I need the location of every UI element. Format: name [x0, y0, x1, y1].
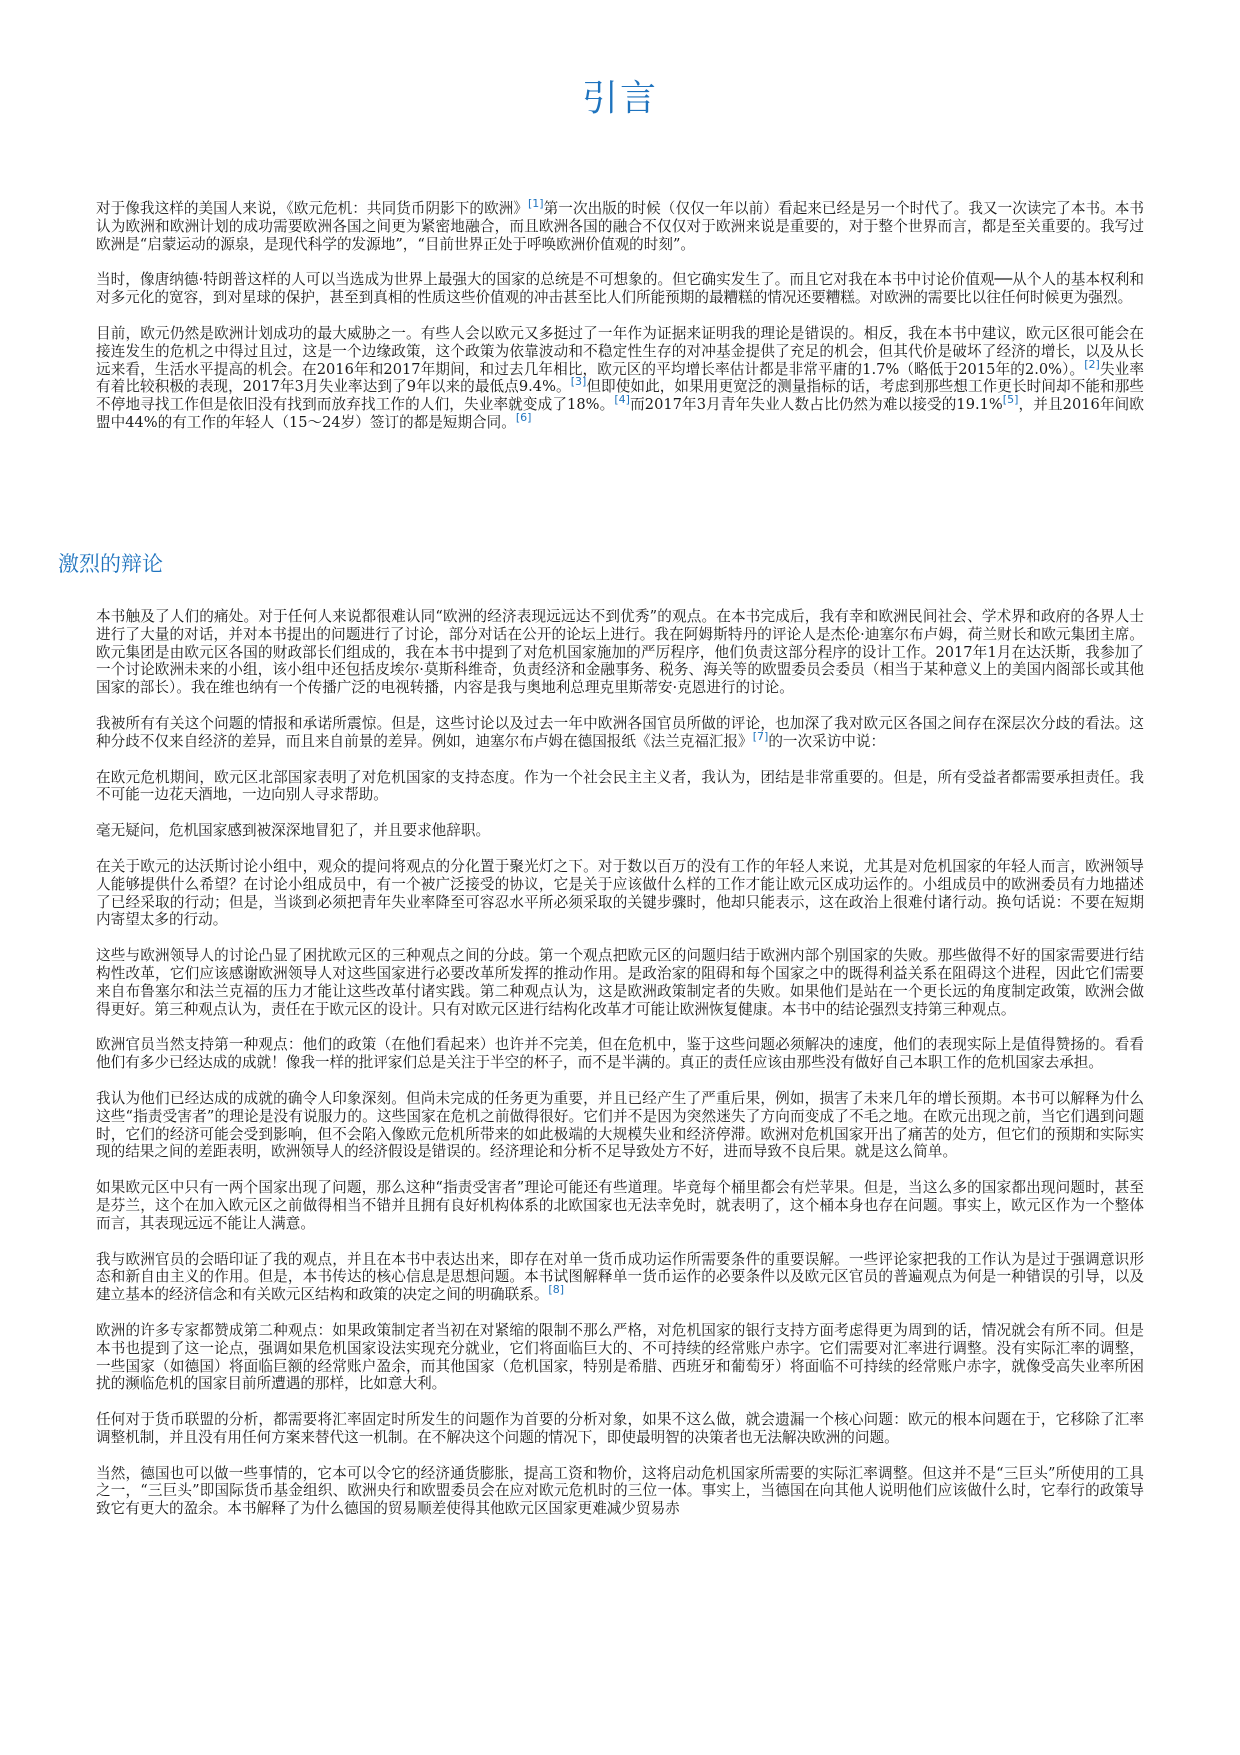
footnote-ref-link[interactable]: [8] — [548, 1283, 565, 1297]
paragraph-text: 目前，欧元仍然是欧洲计划成功的最大威胁之一。有些人会以欧元又多挺过了一年作为证据来证明我的理论是错误的。相反，我在本书中建议，欧元区很可能会在接连发生的危机之中得过且过，这是一个边缘政策，这个政策为依靠波动和不稳定性生存的对冲基金提供了充足的机会，但其代价是破坏了经济的增长，以及从长远来看，生活水平提高的机会。在2016年和2017年期间，和过去几年相比，欧元区的平均增长率估计都是非常平庸的1.7%（略低于2015年的2.0%）。 — [96, 324, 1144, 378]
paragraph-text: 当时，像唐纳德·特朗普这样的人可以当选成为世界上最强大的国家的总统是不可想象的。但它确实发生了。而且它对我在本书中讨论价值观──从个人的基本权利和对多元化的宽容，到对星球的保护，甚至到真相的性质这些价值观的冲击甚至比人们所能预期的最糟糕的情况还要糟糕。对欧洲的需要比以往任何时候更为强烈。 — [96, 271, 1144, 307]
paragraph-text: 当然，德国也可以做一些事情的，它本可以令它的经济通货膨胀，提高工资和物价，这将启动危机国家所需要的实际汇率调整。但这并不是“三巨头”所使用的工具之一，“三巨头”即国际货币基金组织、欧洲央行和欧盟委员会在应对欧元危机时的三位一体。事实上，当德国在向其他人说明他们应该做什么时，它奉行的政策导致它有更大的盈余。本书解释了为什么德国的贸易顺差使得其他欧元区国家更难减少贸易赤 — [96, 1464, 1144, 1518]
paragraph — [96, 858, 1144, 929]
paragraph — [96, 197, 1144, 253]
paragraph — [96, 271, 1144, 307]
paragraph-text: 本书触及了人们的痛处。对于任何人来说都很难认同“欧洲的经济表现远远达不到优秀”的观点。在本书完成后，我有幸和欧洲民间社会、学术界和政府的各界人士进行了大量的对话，并对本书提出的问题进行了讨论，部分对话在公开的论坛上进行。我在阿姆斯特丹的评论人是杰伦·迪塞尔布卢姆，荷兰财长和欧元集团主席。欧元集团是由欧元区各国的财政部长们组成的，我在本书中提到了对危机国家施加的严厉程序，他们负责这部分程序的设计工作。2017年1月在达沃斯，我参加了一个讨论欧洲未来的小组，该小组中还包括皮埃尔·莫斯科维奇，负责经济和金融事务、税务、海关等的欧盟委员会委员（相当于某种意义上的美国内阁部长或其他国家的部长）。我在维也纳有一个传播广泛的电视转播，内容是我与奥地利总理克里斯蒂安·克恩进行的讨论。 — [96, 608, 1144, 697]
footnote-ref-link[interactable]: [2] — [1084, 357, 1100, 371]
footnote-ref-link[interactable]: [5] — [1002, 393, 1019, 407]
paragraph — [96, 715, 1144, 751]
footnote-ref-link[interactable]: [3] — [570, 375, 587, 389]
paragraph-text: 但即使如此，如果用更宽泛的测量指标的话，考虑到那些想工作更长时间却不能和那些不停地寻找工作但是依旧没有找到而放弃找工作的人们，失业率就变成了18%。 — [96, 378, 1144, 414]
paragraph — [96, 1179, 1144, 1232]
paragraph-text: 第一次出版的时候（仅仅一年以前）看起来已经是另一个时代了。我又一次读完了本书。本书认为欧洲和欧洲计划的成功需要欧洲各国之间更为紧密地融合，而且欧洲各国的融合不仅仅对于欧洲来说是重要的，对于整个世界而言，都是至关重要的。我写过欧洲是“启蒙运动的源泉，是现代科学的发源地”，“目前世界正处于呼唤欧洲价值观的时刻”。 — [96, 200, 1144, 253]
paragraph-text: 的一次采访中说： — [768, 732, 886, 750]
paragraph — [96, 822, 1144, 840]
paragraph-text: 在关于欧元的达沃斯讨论小组中，观众的提问将观点的分化置于聚光灯之下。对于数以百万的没有工作的年轻人来说，尤其是对危机国家的年轻人而言，欧洲领导人能够提供什么希望？在讨论小组成员中，有一个被广泛接受的协议，它是关于应该做什么样的工作才能让欧元区成功运作的。小组成员中的欧洲委员有力地描述了已经采取的行动；但是，当谈到必须把青年失业率降至可容忍水平所必须采取的关键步骤时，他却只能表示，这在政治上很难付诸行动。换句话说：不要在短期内寄望太多的行动。 — [96, 857, 1144, 929]
paragraph-text: 欧洲的许多专家都赞成第二种观点：如果政策制定者当初在对紧缩的限制不那么严格，对危机国家的银行支持方面考虑得更为周到的话，情况就会有所不同。但是本书也提到了这一论点，强调如果危机国家设法实现充分就业，它们将面临巨大的、不可持续的经常账户赤字。它们需要对汇率进行调整。没有实际汇率的调整，一些国家（如德国）将面临巨额的经常账户盈余，而其他国家（危机国家，特别是希腊、西班牙和葡萄牙）将面临不可持续的经常账户赤字，就像受高失业率所困扰的濒临危机的国家目前所遭遇的那样，比如意大利。 — [96, 1321, 1144, 1393]
footnote-ref-link[interactable]: [1] — [528, 197, 544, 211]
paragraph-text: 这些与欧洲领导人的讨论凸显了困扰欧元区的三种观点之间的分歧。第一个观点把欧元区的问题归结于欧洲内部个别国家的失败。那些做得不好的国家需要进行结构性改革，它们应该感谢欧洲领导人对这些国家进行必要改革所发挥的推动作用。是政治家的阻碍和每个国家之中的既得利益关系在阻碍这个进程，因此它们需要来自布鲁塞尔和法兰克福的压力才能让这些改革付诸实践。第二种观点认为，这是欧洲政策制定者的失败。如果他们是站在一个更长远的角度制定政策，欧洲会做得更好。第三种观点认为，责任在于欧元区的设计。只有对欧元区进行结构化改革才可能让欧洲恢复健康。本书中的结论强烈支持第三种观点。 — [96, 947, 1144, 1018]
debate-section — [96, 608, 1144, 1536]
footnote-ref-link[interactable]: [4] — [614, 393, 630, 407]
paragraph — [96, 1322, 1144, 1393]
paragraph-text: 我认为他们已经达成的成就的确令人印象深刻。但尚未完成的任务更为重要，并且已经产生了严重后果，例如，损害了未来几年的增长预期。本书可以解释为什么这些“指责受害者”的理论是没有说服力的。这些国家在危机之前做得很好。它们并不是因为突然迷失了方向而变成了不毛之地。在欧元出现之前，当它们遇到问题时，它们的经济可能会受到影响，但不会陷入像欧元危机所带来的如此极端的大规模失业和经济停滞。欧洲对危机国家开出了痛苦的处方，但它们的预期和实际实现的结果之间的差距表明，欧洲领导人的经济假设是错误的。经济理论和分析不足导致处方不好，进而导致不良后果。就是这么简单。 — [96, 1089, 1144, 1161]
paragraph-text: 如果欧元区中只有一两个国家出现了问题，那么这种“指责受害者”理论可能还有些道理。毕竟每个桶里都会有烂苹果。但是，当这么多的国家都出现问题时，甚至是芬兰，这个在加入欧元区之前做得相当不错并且拥有良好机构体系的北欧国家也无法幸免时，就表明了，这个桶本身也存在问题。事实上，欧元区作为一个整体而言，其表现远远不能让人满意。 — [96, 1179, 1144, 1232]
paragraph-text: 我被所有有关这个问题的情报和承诺所震惊。但是，这些讨论以及过去一年中欧洲各国官员所做的评论，也加深了我对欧元区各国之间存在深层次分歧的看法。这种分歧不仅来自经济的差异，而且来自前景的差异。例如，迪塞尔布卢姆在德国报纸《法兰克福汇报》 — [96, 714, 1144, 750]
paragraph-text: 在欧元危机期间，欧元区北部国家表明了对危机国家的支持态度。作为一个社会民主主义者，我认为，团结是非常重要的。但是，所有受益者都需要承担责任。我不可能一边花天酒地，一边向别人寻求帮助。 — [96, 768, 1144, 804]
paragraph — [96, 1251, 1144, 1304]
paragraph-text: 我与欧洲官员的会晤印证了我的观点，并且在本书中表达出来，即存在对单一货币成功运作所需要条件的重要误解。一些评论家把我的工作认为是过于强调意识形态和新自由主义的作用。但是，本书传达的核心信息是思想问题。本书试图解释单一货币运作的必要条件以及欧元区官员的普遍观点为何是一种错误的引导，以及建立基本的经济信念和有关欧元区结构和政策的决定之间的明确联系。 — [96, 1250, 1144, 1304]
paragraph — [96, 947, 1144, 1018]
paragraph — [96, 769, 1144, 805]
paragraph-text: 毫无疑问，危机国家感到被深深地冒犯了，并且要求他辞职。 — [96, 822, 491, 840]
paragraph — [96, 1090, 1144, 1161]
paragraph — [96, 1411, 1144, 1447]
paragraph — [96, 608, 1144, 697]
footnote-ref-link[interactable]: [7] — [752, 729, 769, 743]
paragraph-text: 任何对于货币联盟的分析，都需要将汇率固定时所发生的问题作为首要的分析对象，如果不这么做，就会遗漏一个核心问题：欧元的根本问题在于，它移除了汇率调整机制，并且没有用任何方案来替代这一机制。在不解决这个问题的情况下，即使最明智的决策者也无法解决欧洲的问题。 — [96, 1411, 1144, 1446]
paragraph-text: 失业率有着比较积极的表现，2017年3月失业率达到了9年以来的最低点9.4%。 — [96, 360, 1144, 396]
paragraph — [96, 1036, 1144, 1072]
page-title: 引言 — [581, 78, 658, 119]
paragraph-text: 欧洲官员当然支持第一种观点：他们的政策（在他们看起来）也许并不完美，但在危机中，鉴于这些问题必须解决的速度，他们的表现实际上是值得赞扬的。看看他们有多少已经达成的成就！像我一样的批评家们总是关注于半空的杯子，而不是半满的。真正的责任应该由那些没有做好自己本职工作的危机国家去承担。 — [96, 1036, 1144, 1072]
paragraph-text: ，并且2016年间欧盟中44%的有工作的年轻人（15～24岁）签订的都是短期合同。 — [96, 396, 1144, 431]
paragraph-text: 而2017年3月青年失业人数占比仍然为难以接受的19.1% — [629, 396, 1003, 414]
paragraph-text: 对于像我这样的美国人来说，《欧元危机：共同货币阴影下的欧洲》 — [96, 200, 529, 217]
intro-section — [96, 197, 1144, 450]
section-heading: 激烈的辩论 — [58, 552, 163, 576]
paragraph — [96, 325, 1144, 432]
paragraph — [96, 1465, 1144, 1518]
footnote-ref-link[interactable]: [6] — [515, 411, 532, 425]
